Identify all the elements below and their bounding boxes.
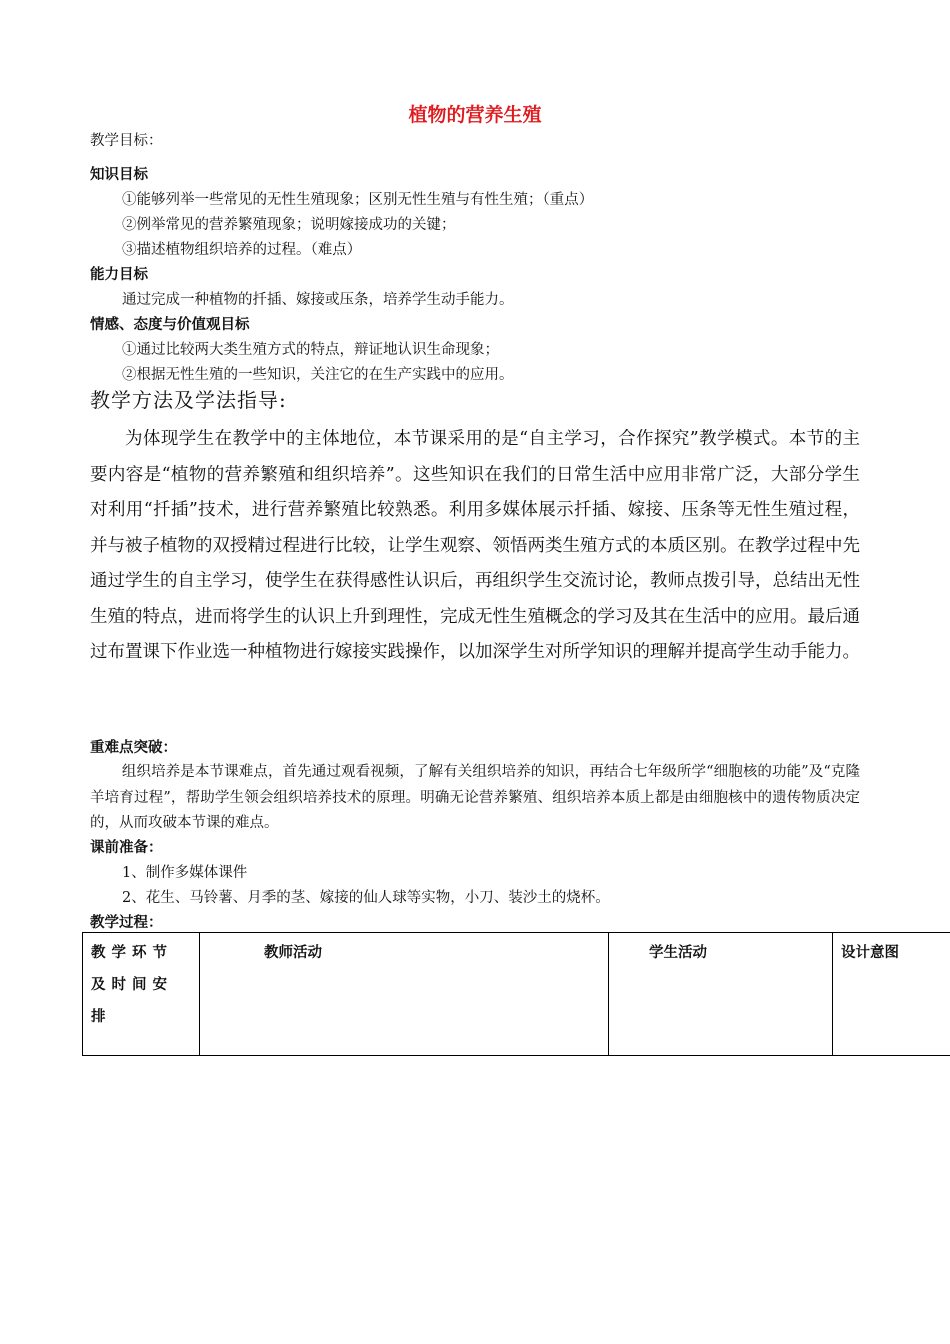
emotion-item: ①通过比较两大类生殖方式的特点，辩证地认识生命现象； <box>122 342 499 358</box>
header-cell-stage: 教学环节及时间安排 <box>83 933 200 1056</box>
methods-paragraph: 为体现学生在教学中的主体地位，本节课采用的是“自主学习，合作探究”教学模式。本节的主要内容是“植物的营养繁殖和组织培养”。这些知识在我们的日常生活中应用非常广泛，大部分学生对利用“扦插”技术，进行营养繁殖比较熟悉。利用多媒体展示扦插、嫁接、压条等无性生殖过程，并与被子植物的双授精过程进行比较，让学生观察、领悟两类生殖方式的本质区别。在教学过程中先通过学生的自主学习，使学生在获得感性认识后，再组织学生交流讨论，教师点拨引导，总结出无性生殖的特点，进而将学生的认识上升到理性，完成无性生殖概念的学习及其在生活中的应用。最后通过布置课下作业选一种植物进行嫁接实践操作，以加深学生对所学知识的理解并提高学生动手能力。 <box>90 429 860 662</box>
header-cell-teacher: 教师活动 <box>200 933 609 1056</box>
process-table <box>82 932 950 1056</box>
emotion-heading: 情感、态度与价值观目标 <box>90 317 250 333</box>
knowledge-item: ②例举常见的营养繁殖现象；说明嫁接成功的关键； <box>122 217 456 233</box>
knowledge-item: ①能够列举一些常见的无性生殖现象；区别无性生殖与有性生殖；（重点） <box>122 192 594 208</box>
prep-item: 1、制作多媒体课件 <box>122 865 248 881</box>
process-heading: 教学过程： <box>90 915 163 931</box>
knowledge-item: ③描述植物组织培养的过程。（难点） <box>122 242 362 258</box>
header-cell-design: 设计意图 <box>833 933 950 1056</box>
page-title: 植物的营养生殖 <box>408 104 542 126</box>
difficulty-paragraph: 组织培养是本节课难点，首先通过观看视频，了解有关组织培养的知识，再结合七年级所学“细胞核的功能”及“克隆羊培育过程”，帮助学生领会组织培养技术的原理。明确无论营养繁殖、组织培养本质上都是由细胞核中的遗传物质决定的，从而攻破本节课的难点。 <box>90 764 860 831</box>
goals-label: 教学目标： <box>90 133 163 149</box>
methods-heading: 教学方法及学法指导: <box>90 388 287 412</box>
prep-heading: 课前准备： <box>90 840 163 856</box>
knowledge-heading: 知识目标 <box>90 167 148 183</box>
prep-item: 2、花生、马铃薯、月季的茎、嫁接的仙人球等实物，小刀、装沙土的烧杯。 <box>122 890 610 906</box>
ability-text: 通过完成一种植物的扦插、嫁接或压条，培养学生动手能力。 <box>122 292 514 308</box>
ability-heading: 能力目标 <box>90 267 148 283</box>
header-cell-student: 学生活动 <box>609 933 833 1056</box>
emotion-item: ②根据无性生殖的一些知识，关注它的在生产实践中的应用。 <box>122 367 514 383</box>
table-row <box>83 933 950 1056</box>
difficulty-heading: 重难点突破： <box>90 740 177 756</box>
